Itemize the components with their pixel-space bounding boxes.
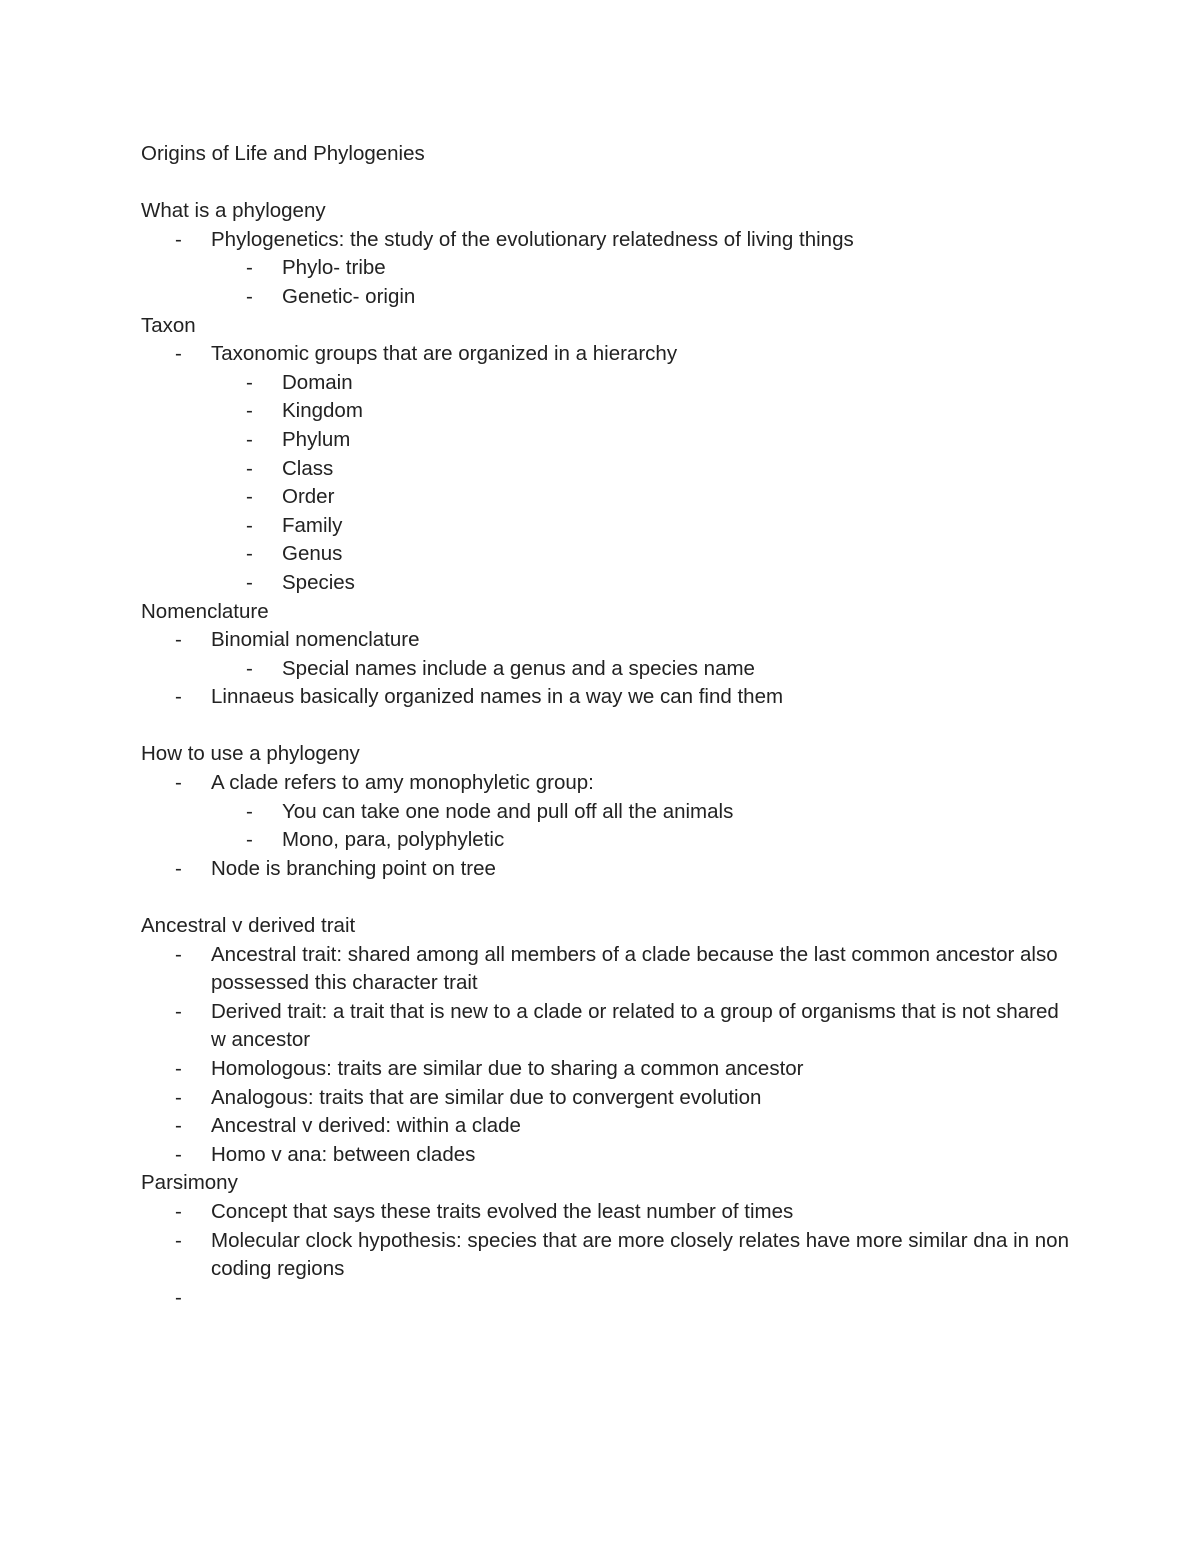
list-item: - Domain	[141, 369, 1071, 398]
list-item: - Node is branching point on tree	[141, 855, 1071, 884]
bullet-dash: -	[246, 542, 253, 566]
list-item: - Phylum	[141, 426, 1071, 455]
bullet-dash: -	[175, 1199, 182, 1223]
section-heading-taxon: Taxon	[141, 313, 196, 337]
list-item: - Order	[141, 483, 1071, 512]
document-title: Origins of Life and Phylogenies	[141, 142, 425, 165]
bullet-dash: -	[175, 1085, 182, 1109]
list-item: - Linnaeus basically organized names in a way we can find them	[141, 683, 1071, 712]
bullet-dash: -	[246, 456, 253, 480]
document-body	[141, 140, 1071, 1312]
list-item: - Kingdom	[141, 397, 1071, 426]
bullet-dash: -	[246, 256, 253, 280]
bullet-dash: -	[246, 570, 253, 594]
bullet-dash: -	[175, 1285, 182, 1309]
section-heading-phylogeny: What is a phylogeny	[141, 199, 326, 223]
bullet-dash: -	[175, 1057, 182, 1080]
bullet-dash: -	[175, 1228, 182, 1252]
section-heading-ancestral-derived: Ancestral v derived trait	[141, 914, 356, 938]
list-item: - Concept that says these traits evolved the least number of times	[141, 1198, 1071, 1227]
bullet-dash: -	[175, 685, 182, 709]
list-item: - Mono, para, polyphyletic	[141, 826, 1071, 855]
list-item: - Family	[141, 512, 1071, 541]
bullet-dash: -	[175, 1142, 182, 1166]
bullet-dash: -	[175, 1114, 182, 1138]
list-item: - Homo v ana: between clades	[141, 1141, 1071, 1170]
bullet-dash: -	[175, 999, 182, 1023]
list-item: - Species	[141, 569, 1071, 598]
section-heading-how-to-use: How to use a phylogeny	[141, 742, 360, 766]
list-item: - Taxonomic groups that are organized in a hierarchy	[141, 340, 1071, 369]
list-item: - Binomial nomenclature	[141, 626, 1071, 655]
list-item: - Genus	[141, 540, 1071, 569]
list-item: - Phylogenetics: the study of the evolutionary relatedness of living things	[141, 226, 1071, 255]
bullet-dash: -	[175, 942, 182, 966]
bullet-dash: -	[175, 771, 182, 795]
bullet-dash: -	[175, 856, 182, 880]
blank-line	[141, 169, 1071, 198]
bullet-dash: -	[246, 513, 253, 537]
list-item: - A clade refers to amy monophyletic group:	[141, 769, 1071, 798]
list-item: - You can take one node and pull off all the animals	[141, 798, 1071, 827]
bullet-dash: -	[175, 342, 182, 366]
bullet-dash: -	[175, 227, 182, 251]
bullet-dash: -	[246, 485, 253, 509]
list-item: - Genetic- origin	[141, 283, 1071, 312]
blank-line	[141, 712, 1071, 741]
list-item: - Derived trait: a trait that is new to a clade or related to a group of organisms that is not shared w ancestor	[175, 999, 1059, 1052]
list-item: - Analogous: traits that are similar due to convergent evolution	[141, 1084, 1071, 1113]
section-heading-parsimony: Parsimony	[141, 1171, 238, 1195]
list-item: - Special names include a genus and a species name	[141, 655, 1071, 684]
list-item: - Ancestral trait: shared among all members of a clade because the last common ancestor also possessed this character trait	[175, 942, 1058, 995]
list-item: - Ancestral v derived: within a clade	[141, 1112, 1071, 1141]
bullet-dash: -	[246, 370, 253, 394]
blank-line	[141, 883, 1071, 912]
list-item	[141, 1284, 1071, 1313]
bullet-dash: -	[175, 628, 182, 652]
list-item: - Phylo- tribe	[141, 254, 1071, 283]
list-item: - Class	[141, 455, 1071, 484]
section-heading-nomenclature: Nomenclature	[141, 599, 269, 623]
bullet-dash: -	[246, 799, 253, 823]
list-item: - Homologous: traits are similar due to sharing a common ancestor	[141, 1055, 1071, 1084]
bullet-dash: -	[246, 656, 253, 680]
bullet-dash: -	[246, 399, 253, 423]
bullet-dash: -	[246, 427, 253, 451]
bullet-dash: -	[246, 284, 253, 308]
bullet-dash: -	[246, 828, 253, 852]
list-item: - Molecular clock hypothesis: species that are more closely relates have more similar dna in non coding regions	[175, 1228, 1069, 1281]
